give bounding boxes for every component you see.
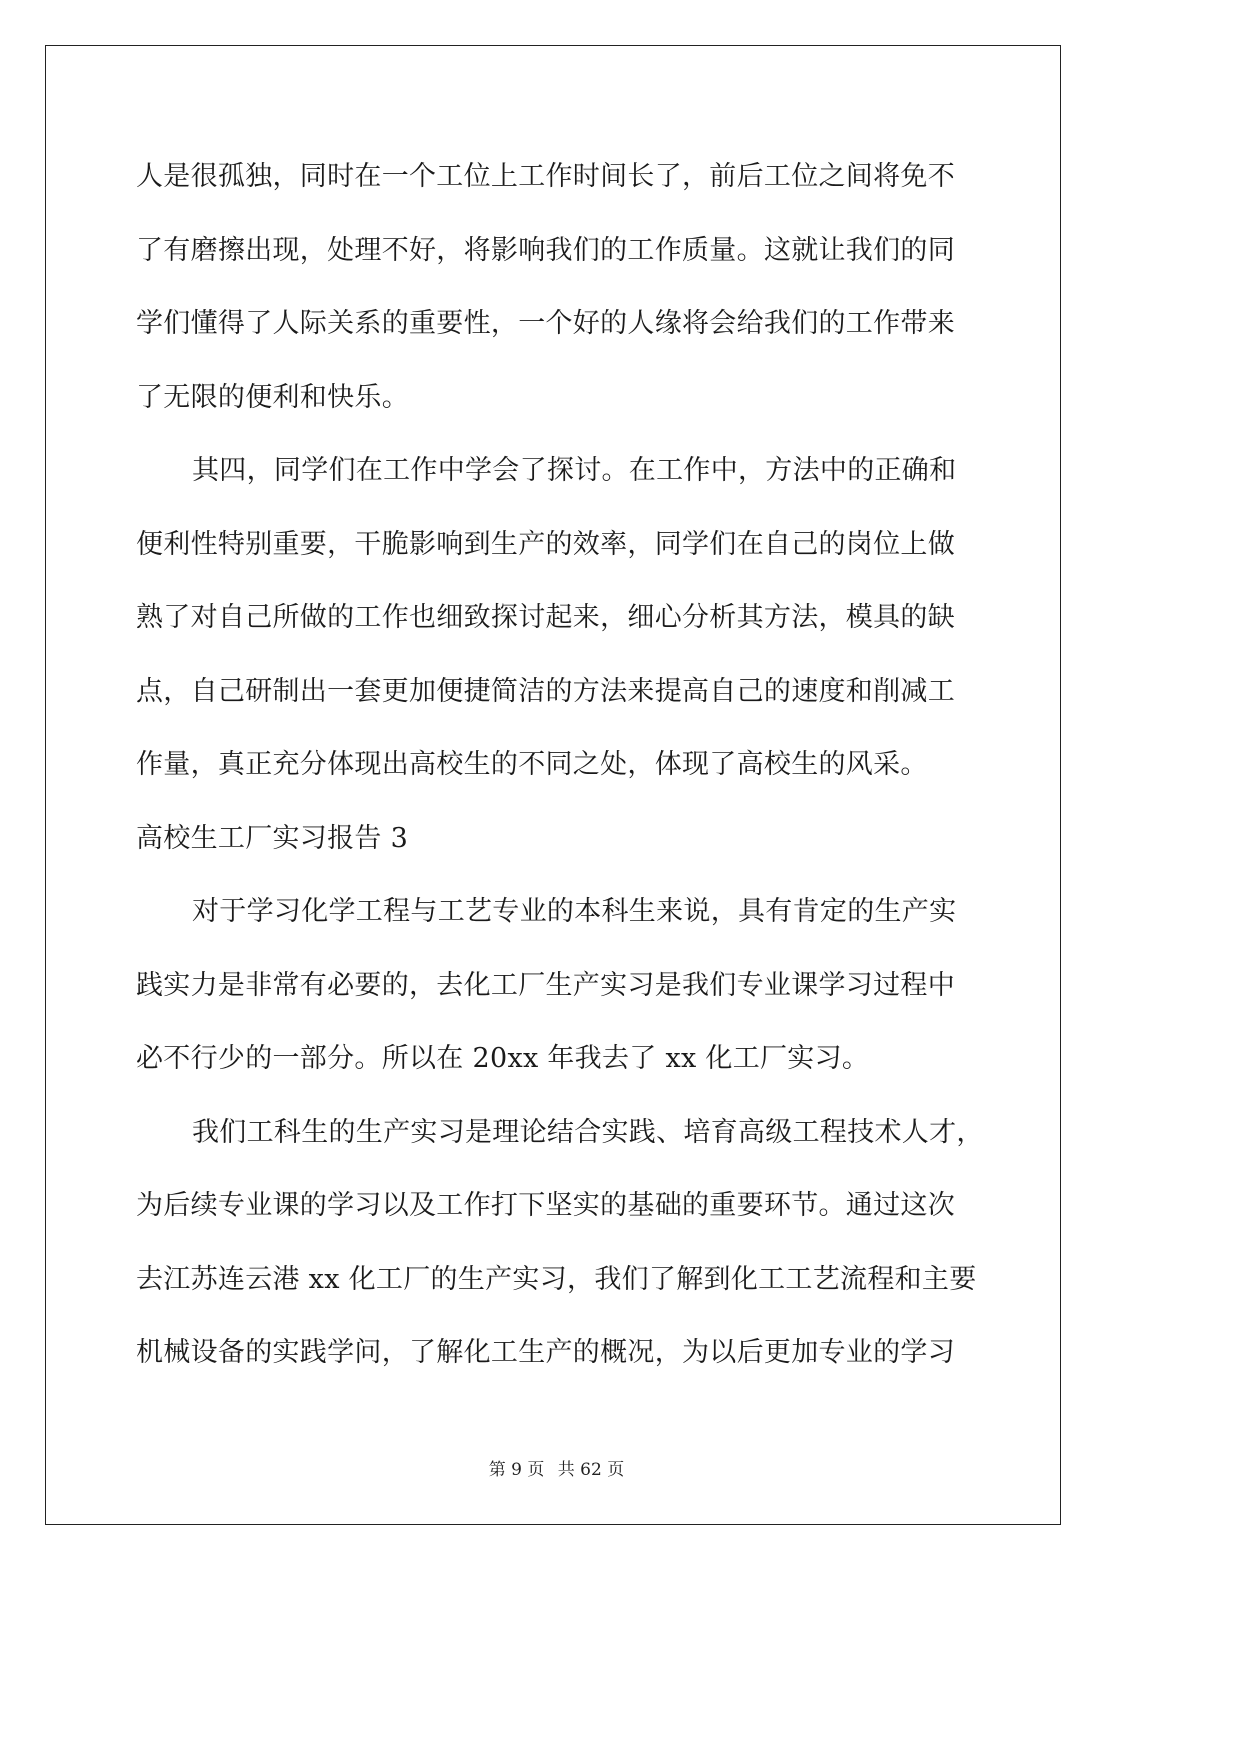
text-line: 践实力是非常有必要的，去化工厂生产实习是我们专业课学习过程中 <box>136 969 955 1001</box>
page-footer <box>0 1455 1113 1480</box>
page-total: 共 62 页 <box>557 1460 625 1480</box>
text-line: 必不行少的一部分。所以在 20xx 年我去了 xx 化工厂实习。 <box>136 1043 870 1074</box>
text-line: 便利性特别重要，干脆影响到生产的效率，同学们在自己的岗位上做 <box>136 528 955 560</box>
text-line: 了有磨擦出现，处理不好，将影响我们的工作质量。这就让我们的同 <box>136 234 955 266</box>
document-body <box>136 140 984 1390</box>
text-line: 对于学习化学工程与工艺专业的本科生来说，具有肯定的生产实 <box>192 896 957 927</box>
text-line: 人是很孤独，同时在一个工位上工作时间长了，前后工位之间将免不 <box>136 161 955 192</box>
text-line: 作量，真正充分体现出高校生的不同之处，体现了高校生的风采。 <box>136 749 928 780</box>
text-line: 点，自己研制出一套更加便捷简洁的方法来提高自己的速度和削减工 <box>136 675 955 707</box>
text-line: 机械设备的实践学问，了解化工生产的概况，为以后更加专业的学习 <box>136 1337 955 1368</box>
text-line: 去江苏连云港 xx 化工厂的生产实习，我们了解到化工工艺流程和主要 <box>136 1263 977 1295</box>
page-number: 第 9 页 <box>488 1460 545 1480</box>
text-line: 我们工科生的生产实习是理论结合实践、培育高级工程技术人才， <box>192 1116 984 1148</box>
text-line: 为后续专业课的学习以及工作打下坚实的基础的重要环节。通过这次 <box>136 1190 955 1221</box>
text-line: 熟了对自己所做的工作也细致探讨起来，细心分析其方法，模具的缺 <box>136 602 955 633</box>
text-line: 了无限的便利和快乐。 <box>136 381 409 413</box>
text-line: 其四，同学们在工作中学会了探讨。在工作中，方法中的正确和 <box>192 455 957 486</box>
text-line: 学们懂得了人际关系的重要性，一个好的人缘将会给我们的工作带来 <box>136 308 955 339</box>
section-heading: 高校生工厂实习报告 3 <box>136 822 409 854</box>
